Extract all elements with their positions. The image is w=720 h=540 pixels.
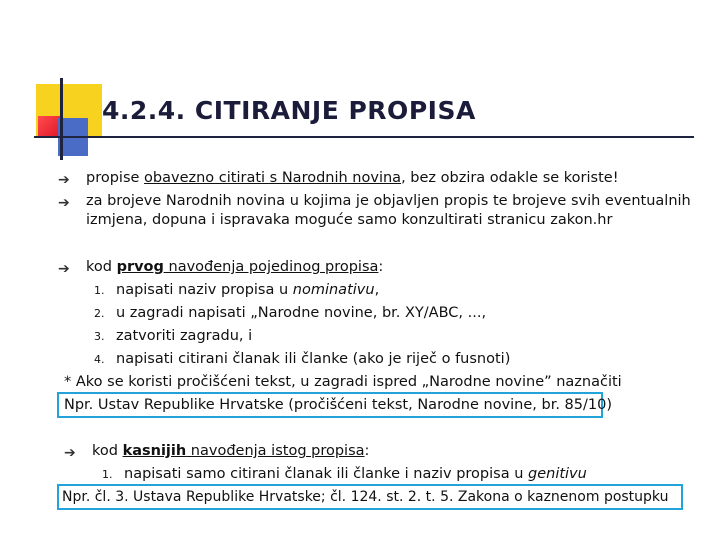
italic-text: nominativu — [292, 282, 375, 298]
text: : — [364, 443, 370, 459]
arrow-bullet-icon: ➔ — [58, 195, 70, 211]
text: napisati citirani članak ili članke (ako je riječ o fusnoti) — [116, 351, 511, 367]
bold-underlined-text: kasnijih — [122, 443, 187, 459]
red-decor-square — [38, 116, 60, 138]
arrow-bullet-icon: ➔ — [58, 261, 70, 277]
vertical-decor-line — [60, 78, 63, 160]
bullet-line: za brojeve Narodnih novina u kojima je objavljen propis te brojeve svih eventualnih — [86, 193, 691, 209]
item-number: 4. — [94, 353, 105, 366]
numbered-item — [94, 350, 510, 369]
item-number: 1. — [94, 284, 105, 297]
numbered-item — [94, 327, 252, 346]
bullet-line-continuation: izmjena, dopuna i ispravaka moguće samo konzultirati stranicu zakon.hr — [86, 212, 613, 228]
text: napisati samo citirani članak ili članke i naziv propisa u — [124, 466, 528, 482]
underlined-text: navođenja pojedinog propisa — [163, 259, 379, 275]
bold-underlined-text: prvog — [116, 259, 164, 275]
text: propise — [86, 170, 145, 186]
text: : — [378, 259, 384, 275]
italic-text: genitivu — [528, 466, 587, 482]
text: kod — [92, 443, 123, 459]
numbered-item — [94, 304, 486, 323]
text: , — [374, 282, 380, 298]
note-text: * Ako se koristi pročišćeni tekst, u zagradi ispred „Narodne novine” naznačiti — [64, 374, 622, 390]
slide-title: 4.2.4. CITIRANJE PROPISA — [102, 96, 476, 125]
bullet-line — [86, 258, 383, 276]
text: zatvoriti zagradu, i — [116, 328, 253, 344]
item-number: 3. — [94, 330, 105, 343]
text: , bez obzira odakle se koriste! — [401, 170, 619, 186]
item-number: 1. — [102, 468, 113, 481]
example-text: Npr. Ustav Republike Hrvatske (pročišćeni tekst, Narodne novine, br. 85/10) — [64, 397, 612, 413]
item-number: 2. — [94, 307, 105, 320]
bullet-line — [86, 169, 619, 187]
underlined-text: navođenja istog propisa — [186, 443, 365, 459]
horizontal-rule — [34, 136, 694, 138]
arrow-bullet-icon: ➔ — [64, 445, 76, 461]
text: u zagradi napisati „Narodne novine, br. XY/ABC, ..., — [116, 305, 487, 321]
arrow-bullet-icon: ➔ — [58, 172, 70, 188]
underlined-text: obavezno citirati s Narodnih novina — [144, 170, 402, 186]
numbered-item — [94, 281, 379, 300]
bullet-line — [92, 442, 369, 460]
text: napisati naziv propisa u — [116, 282, 293, 298]
numbered-item — [102, 465, 587, 484]
example-text: Npr. čl. 3. Ustava Republike Hrvatske; čl. 124. st. 2. t. 5. Zakona o kaznenom postupku — [62, 489, 669, 505]
text: kod — [86, 259, 117, 275]
